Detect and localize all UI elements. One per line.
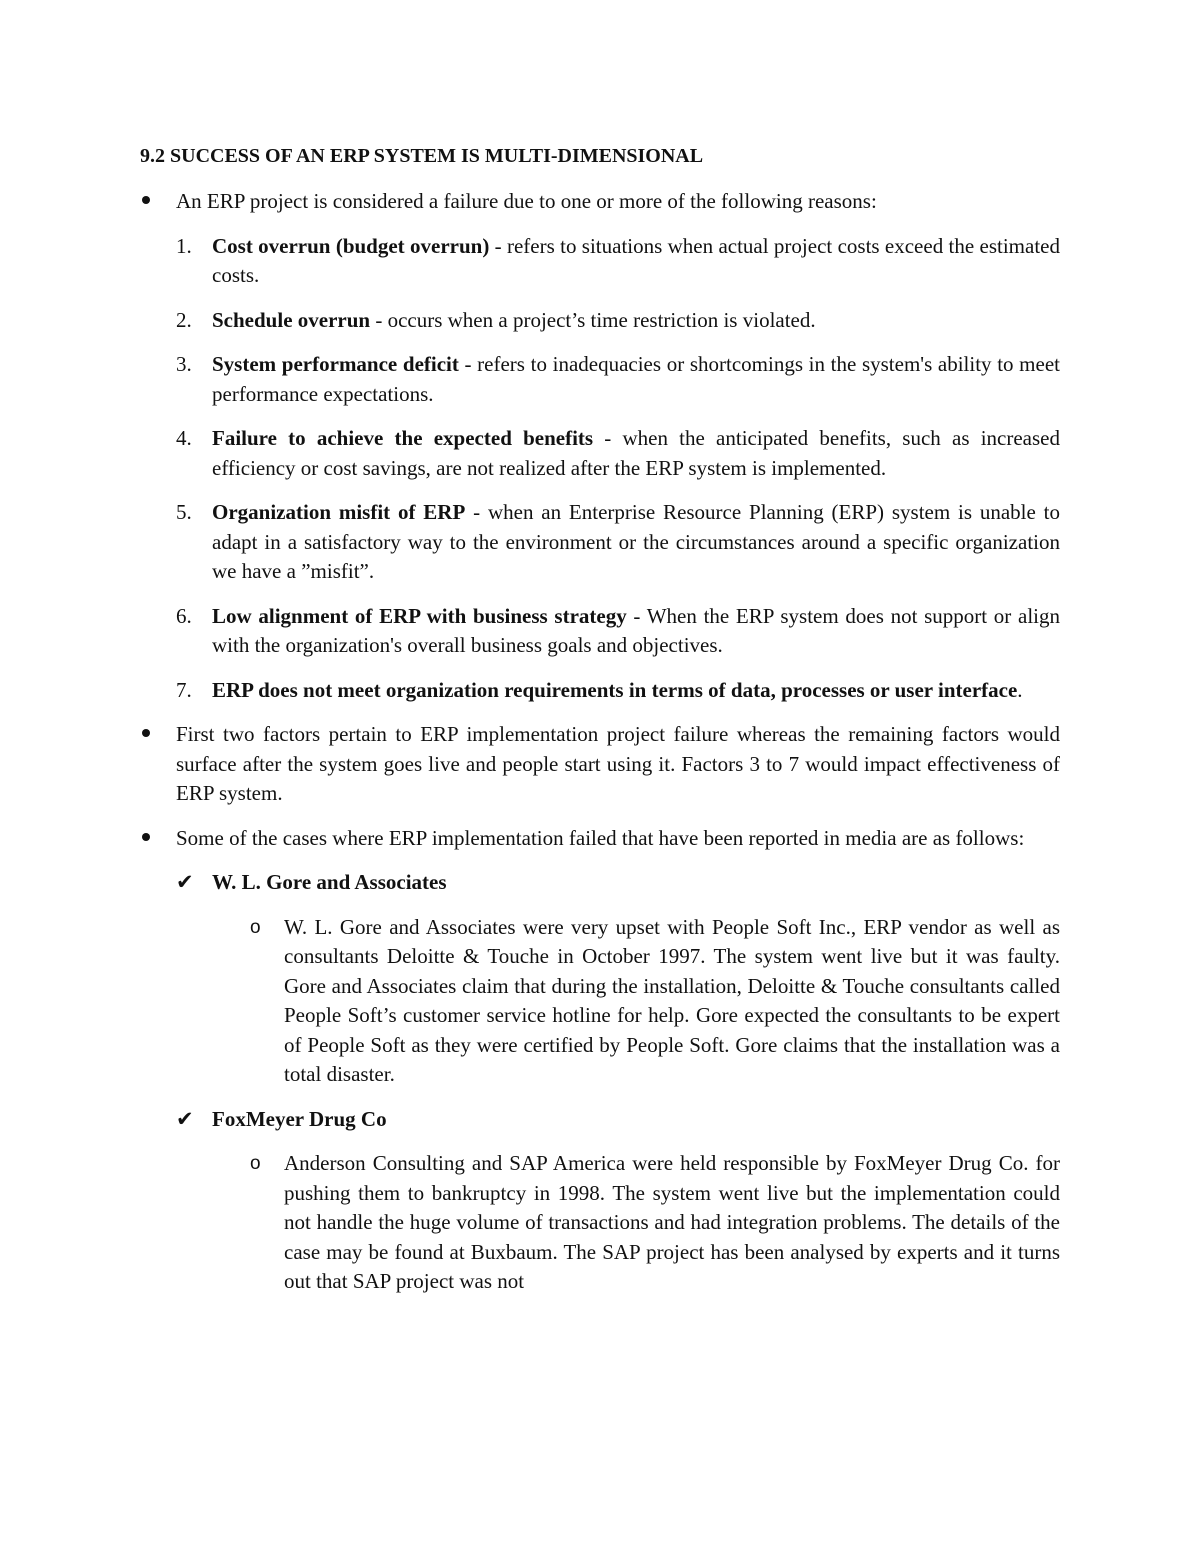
factors-bullet-text: First two factors pertain to ERP implementation project failure whereas the remaining factors would surface after the system goes live and people start using it. Factors 3 to 7 would impact effectiveness of ERP system. (176, 722, 1060, 805)
reason-term: Failure to achieve the expected benefits (212, 426, 594, 450)
reason-item (140, 424, 1060, 483)
reason-number: 7. (176, 677, 192, 702)
cases-bullet (140, 824, 1060, 854)
checkmark-icon: ✔ (176, 870, 194, 894)
reason-number: 5. (176, 500, 192, 524)
case-title: W. L. Gore and Associates (212, 870, 447, 894)
reason-term: System performance deficit (212, 352, 459, 376)
case-text: Anderson Consulting and SAP America were held responsible by FoxMeyer Drug Co. for pushing them to bankruptcy in 1998. The system went live but the implementation could not handle the huge volume of transactions and had integration problems. The details of the case may be found at Buxbaum. The SAP project has been analysed by experts and it turns out that SAP project was not (284, 1151, 1060, 1293)
reason-item (140, 350, 1060, 409)
reason-desc: - refers to situations when actual project costs exceed the estimated costs. (212, 233, 1060, 287)
factors-bullet (140, 720, 1060, 809)
case-detail-foxmeyer (140, 1149, 1060, 1297)
case-title: FoxMeyer Drug Co (212, 1106, 387, 1131)
reason-number: 4. (176, 426, 192, 450)
case-heading-gore (140, 868, 1060, 898)
reason-term: Cost overrun (budget overrun) (212, 233, 490, 258)
reason-number: 1. (176, 233, 192, 258)
checkmark-icon: ✔ (176, 1106, 194, 1131)
case-heading-foxmeyer (140, 1105, 1060, 1135)
reason-term: ERP does not meet organization requirements in terms of data, processes or user interface (212, 677, 1018, 702)
intro-bullet-text: An ERP project is considered a failure due to one or more of the following reasons: (176, 189, 877, 213)
bullet-dot-icon (142, 729, 150, 737)
reason-desc: - refers to inadequacies or shortcomings in the system's ability to meet performance expectations. (212, 352, 1060, 406)
circle-bullet-icon: o (250, 916, 261, 938)
reason-term: Low alignment of ERP with business strategy (212, 603, 627, 628)
bullet-dot-icon (142, 833, 150, 841)
reason-item (140, 602, 1060, 661)
reason-desc: - when the anticipated benefits, such as increased efficiency or cost savings, are not realized after the ERP system is implemented. (212, 426, 1060, 480)
section-heading: 9.2 SUCCESS OF AN ERP SYSTEM IS MULTI-DIMENSIONAL (140, 145, 704, 167)
reason-number: 2. (176, 307, 192, 332)
intro-bullet (140, 187, 1060, 217)
reason-item (140, 306, 1060, 336)
circle-bullet-icon: o (250, 1153, 261, 1174)
reason-desc: - occurs when a project’s time restriction is violated. (370, 307, 816, 332)
bullet-dot-icon (142, 196, 150, 204)
case-detail-gore (140, 913, 1060, 1090)
reason-term: Schedule overrun (212, 307, 371, 332)
reason-desc: . (1017, 677, 1023, 702)
reason-desc: - when an Enterprise Resource Planning (ERP) system is unable to adapt in a satisfactory way to the environment or the circumstances around a specific organization we have a ”misfit”. (212, 500, 1060, 583)
cases-bullet-text: Some of the cases where ERP implementation failed that have been reported in media are as follows: (176, 825, 1025, 850)
reason-item (140, 232, 1060, 291)
reason-desc: - When the ERP system does not support or align with the organization's overall business goals and objectives. (212, 603, 1060, 657)
reason-item (140, 498, 1060, 587)
document-content (140, 140, 1060, 1312)
case-text: W. L. Gore and Associates were very upset with People Soft Inc., ERP vendor as well as consultants Deloitte & Touche in October 1997. The system went live but it was faulty. Gore and Associates claim that during the installation, Deloitte & Touche consultants called People Soft’s customer service hotline for help. Gore expected the consultants to be expert of People Soft as they were certified by People Soft. Gore claims that the installation was a total disaster. (284, 914, 1060, 1086)
reason-term: Organization misfit of ERP (212, 500, 466, 524)
reasons-list (140, 232, 1060, 706)
reason-number: 6. (176, 603, 192, 628)
reason-item (140, 676, 1060, 706)
reason-number: 3. (176, 352, 192, 376)
